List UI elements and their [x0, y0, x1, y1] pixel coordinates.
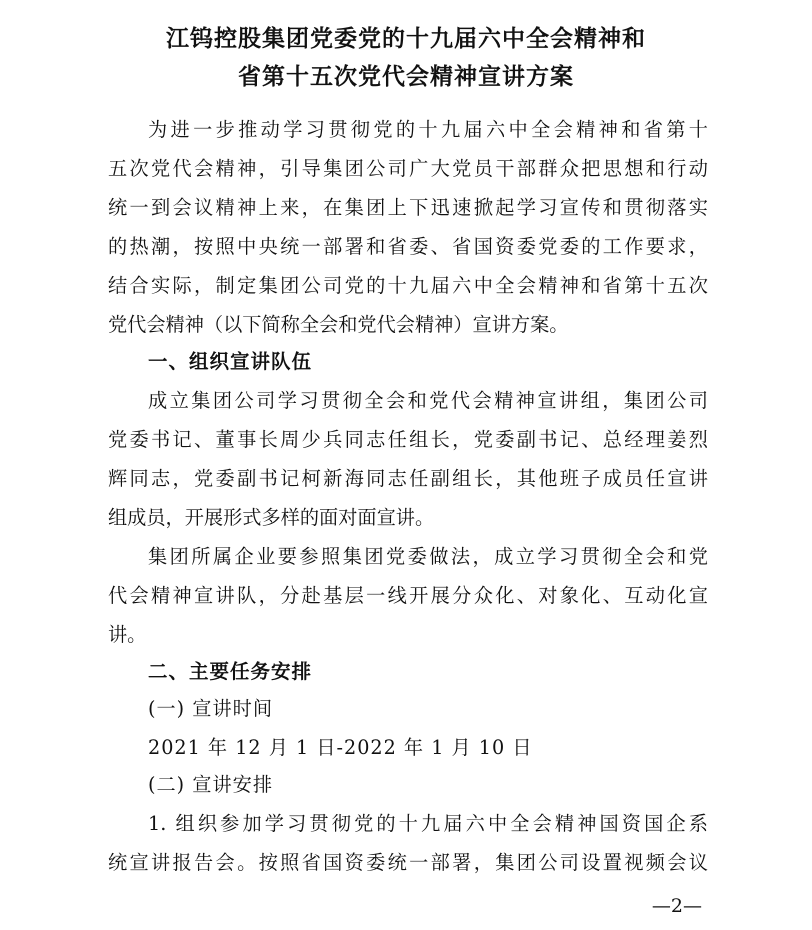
- item-1-line: 1. 组织参加学习贯彻党的十九届六中全会精神国资国企系: [148, 812, 708, 835]
- section-1-line: 辉同志，党委副书记柯新海同志任副组长，其他班子成员任宣讲: [108, 467, 708, 490]
- section-1-line: 讲。: [108, 623, 147, 646]
- section-1-line: 组成员，开展形式多样的面对面宣讲。: [108, 506, 435, 529]
- section-2-heading: 二、主要任务安排: [148, 660, 313, 683]
- intro-line: 五次党代会精神，引导集团公司广大党员干部群众把思想和行动: [108, 157, 708, 180]
- intro-line: 党代会精神（以下简称全会和党代会精神）宣讲方案。: [108, 313, 569, 336]
- subsection-1-date-range: 2021 年 12 月 1 日-2022 年 1 月 10 日: [148, 736, 533, 759]
- document-title-line-1: 江钨控股集团党委党的十九届六中全会精神和: [166, 26, 646, 52]
- section-1-line: 代会精神宣讲队，分赴基层一线开展分众化、对象化、互动化宣: [108, 584, 708, 607]
- subsection-1-heading: (一) 宣讲时间: [148, 697, 274, 720]
- item-1-line: 统宣讲报告会。按照省国资委统一部署，集团公司设置视频会议: [108, 851, 708, 874]
- section-1-line: 成立集团公司学习贯彻全会和党代会精神宣讲组，集团公司: [148, 389, 708, 412]
- intro-line: 统一到会议精神上来，在集团上下迅速掀起学习宣传和贯彻落实: [108, 196, 708, 219]
- intro-line: 为进一步推动学习贯彻党的十九届六中全会精神和省第十: [148, 118, 708, 141]
- section-1-heading: 一、组织宣讲队伍: [148, 350, 313, 373]
- page-number: —2—: [651, 895, 702, 917]
- document-title-line-2: 省第十五次党代会精神宣讲方案: [238, 64, 574, 90]
- subsection-2-heading: (二) 宣讲安排: [148, 773, 274, 796]
- section-1-line: 集团所属企业要参照集团党委做法，成立学习贯彻全会和党: [148, 545, 708, 568]
- section-1-line: 党委书记、董事长周少兵同志任组长，党委副书记、总经理姜烈: [108, 428, 708, 451]
- intro-line: 的热潮，按照中央统一部署和省委、省国资委党委的工作要求，: [108, 235, 708, 258]
- intro-line: 结合实际，制定集团公司党的十九届六中全会精神和省第十五次: [108, 274, 708, 297]
